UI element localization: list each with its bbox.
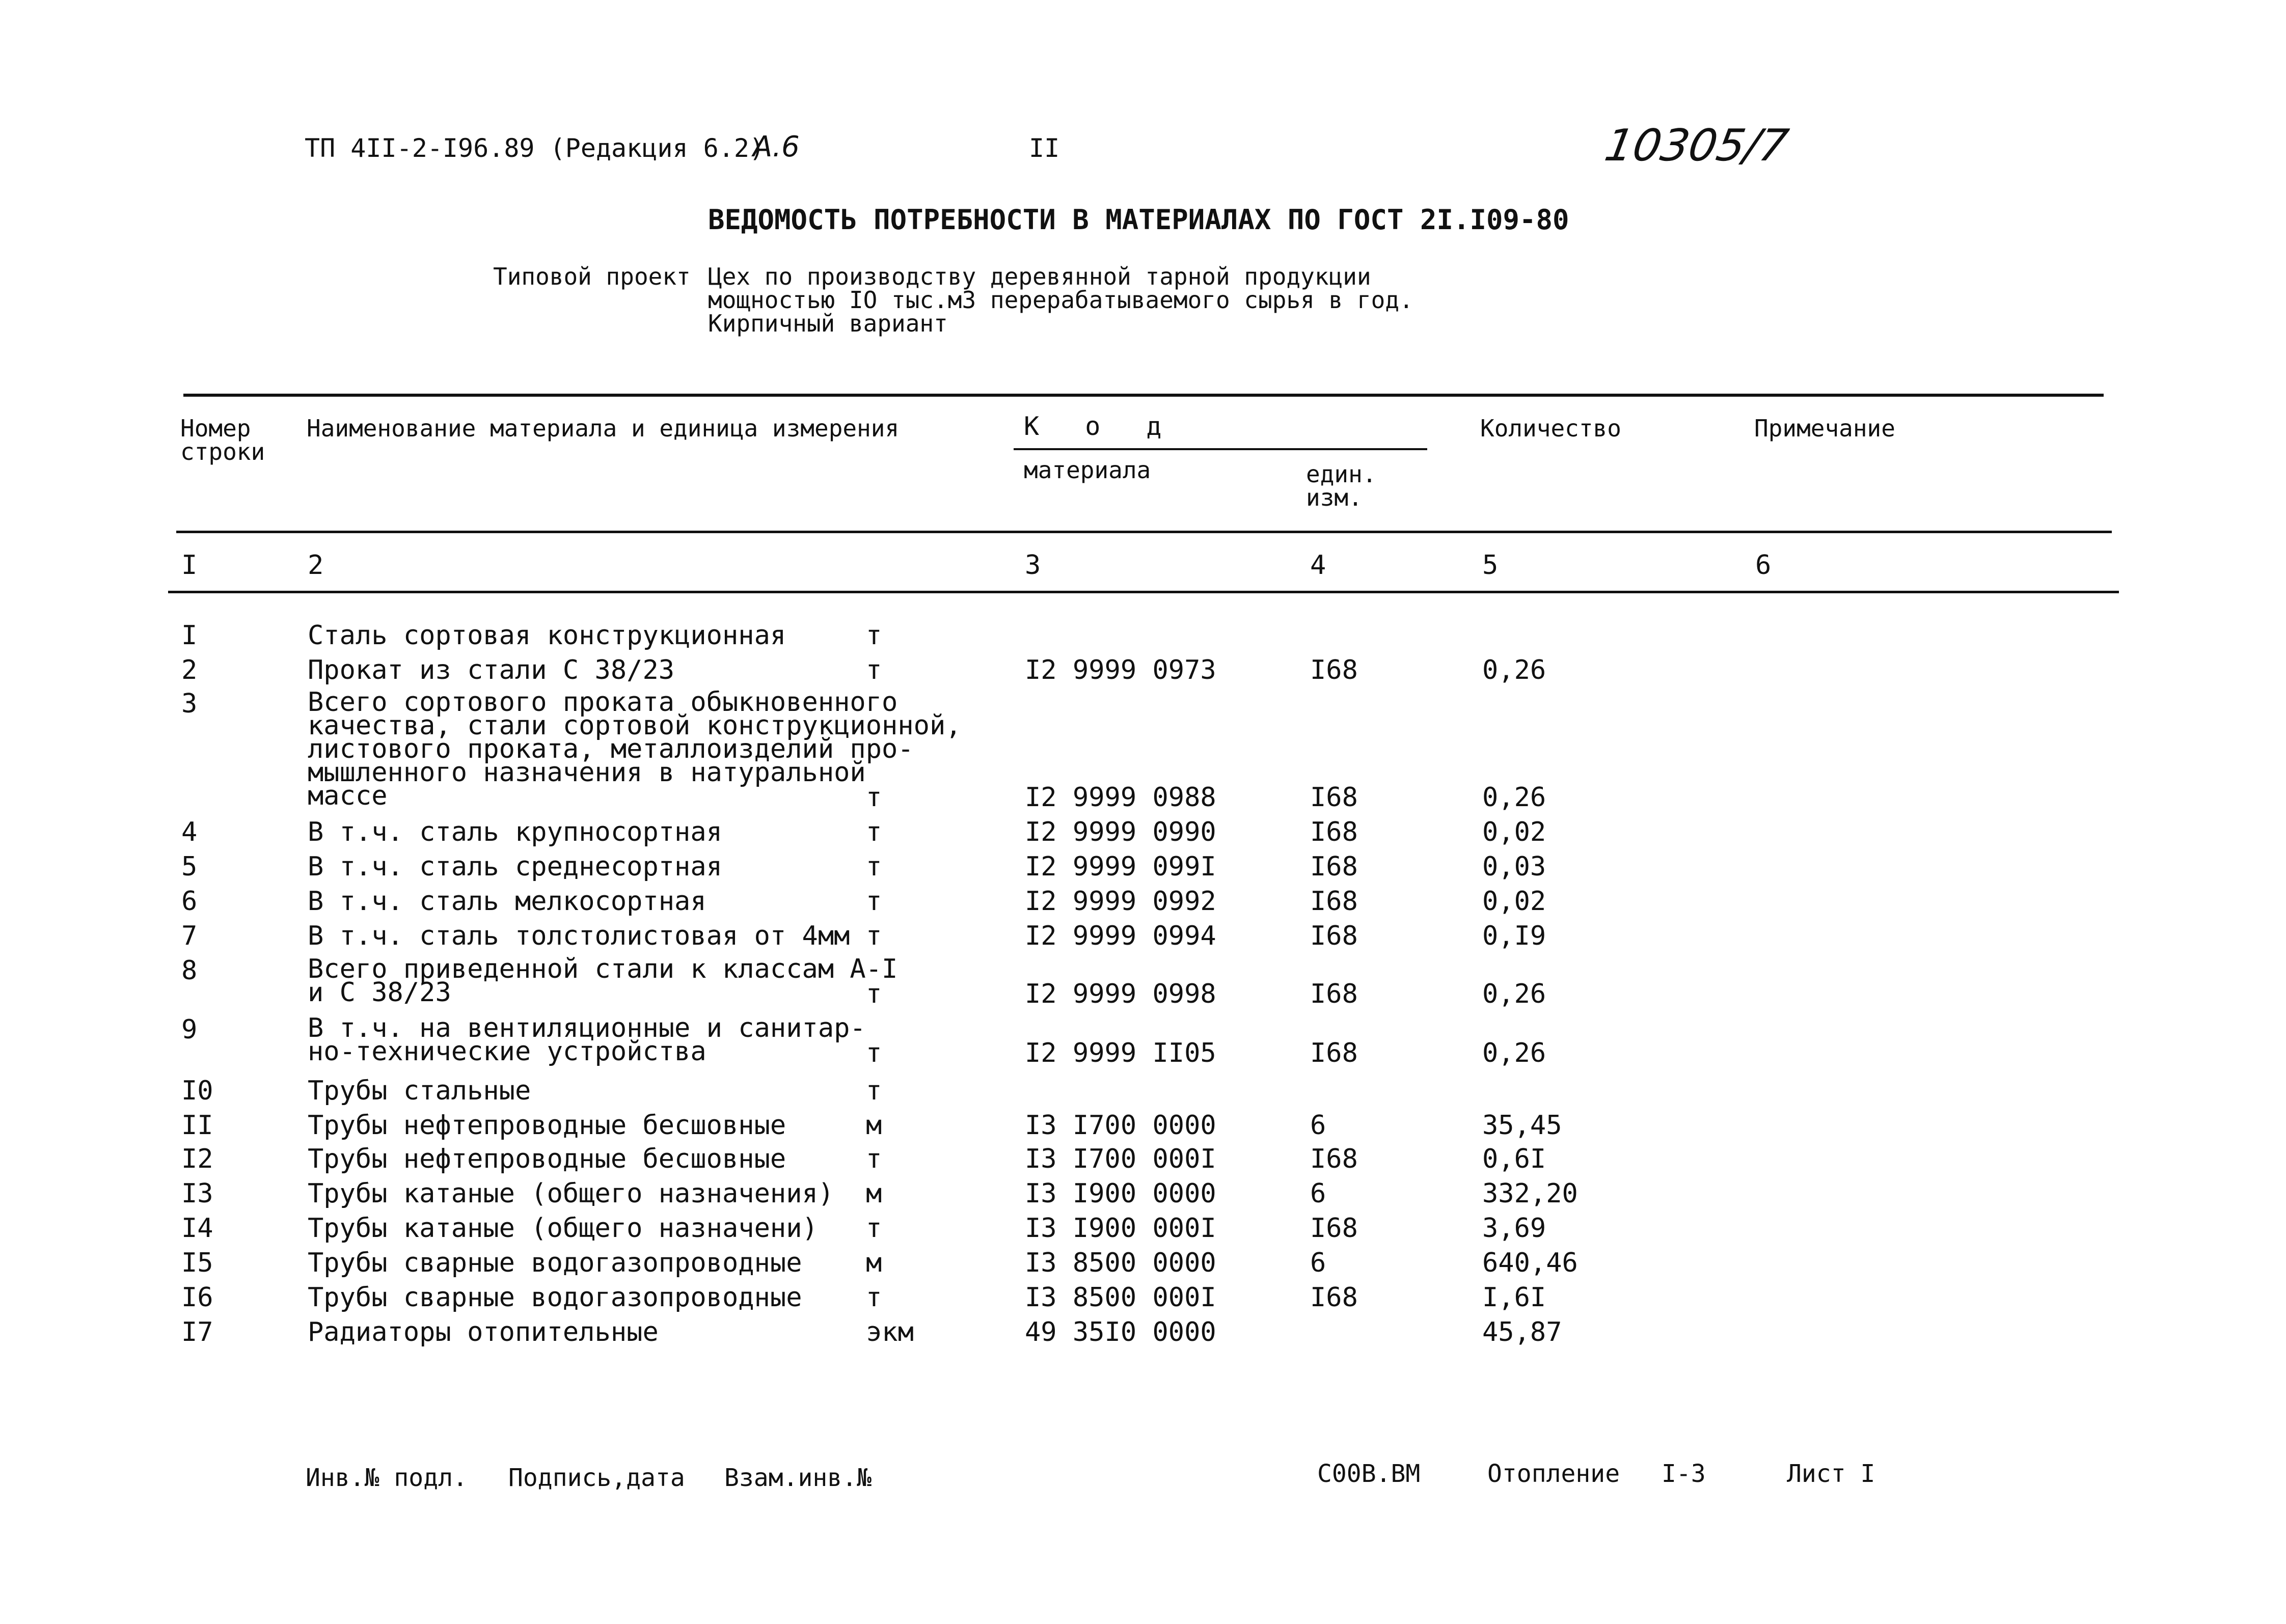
archive-stamp: 10305/7 (1601, 120, 1792, 171)
row-4-unit-code: I68 (1310, 817, 1358, 847)
header-row-number-1: Номер (180, 415, 251, 442)
row-5-unit-code: I68 (1310, 851, 1358, 882)
header-bottom-rule (176, 531, 2112, 533)
row-17-code: 49 35I0 0000 (1025, 1317, 1216, 1347)
row-3-name-line-4: мышленного назначения в натуральной (308, 757, 866, 788)
row-13-unit: м (866, 1178, 882, 1209)
row-14-name: Трубы катаные (общего назначени) (308, 1213, 818, 1244)
row-15-unit: м (866, 1248, 882, 1278)
row-11-number: II (181, 1110, 213, 1141)
row-2-number: 2 (181, 655, 198, 685)
row-17-number: I7 (181, 1317, 213, 1347)
row-12-number: I2 (181, 1144, 213, 1174)
row-5-name: В т.ч. сталь среднесортная (308, 851, 722, 882)
row-3-quantity: 0,26 (1482, 782, 1546, 813)
row-16-unit-code: I68 (1310, 1282, 1358, 1313)
row-11-unit-code: 6 (1310, 1110, 1326, 1141)
row-14-unit-code: I68 (1310, 1213, 1358, 1244)
row-17-name: Радиаторы отопительные (308, 1317, 659, 1347)
footer-section-number: I-3 (1662, 1460, 1706, 1488)
row-3-name-line-1: Всего сортового проката обыкновенного (308, 687, 898, 718)
footer-replacement-inventory: Взам.инв.№ (724, 1464, 872, 1492)
row-12-quantity: 0,6I (1482, 1144, 1546, 1174)
row-16-quantity: I,6I (1482, 1282, 1546, 1313)
row-2-unit: т (866, 655, 882, 685)
column-number-rule (168, 591, 2119, 593)
row-2-name: Прокат из стали С 38/23 (308, 655, 675, 685)
header-material-name: Наименование материала и единица измерения (307, 415, 900, 442)
row-6-quantity: 0,02 (1482, 886, 1546, 917)
row-4-number: 4 (181, 817, 198, 847)
row-13-name: Трубы катаные (общего назначения) (308, 1178, 834, 1209)
document-mark: А.6 (753, 130, 800, 163)
row-4-name: В т.ч. сталь крупносортная (308, 817, 722, 847)
row-11-code: I3 I700 0000 (1025, 1110, 1216, 1141)
row-3-name-line-3: листового проката, металлоизделий про- (308, 734, 914, 764)
row-9-number: 9 (181, 1014, 198, 1045)
page-number: II (1029, 133, 1060, 163)
row-1-unit: т (866, 620, 882, 651)
row-4-quantity: 0,02 (1482, 817, 1546, 847)
row-5-unit: т (866, 851, 882, 882)
row-13-quantity: 332,20 (1482, 1178, 1578, 1209)
row-13-code: I3 I900 0000 (1025, 1178, 1216, 1209)
code-group-rule (1014, 448, 1427, 450)
row-8-unit-code: I68 (1310, 979, 1358, 1009)
row-3-unit-code: I68 (1310, 782, 1358, 813)
column-number-2: 2 (308, 550, 324, 581)
row-6-unit: т (866, 886, 882, 917)
row-16-name: Трубы сварные водогазопроводные (308, 1282, 802, 1313)
row-12-name: Трубы нефтепроводные бесшовные (308, 1144, 786, 1174)
row-9-quantity: 0,26 (1482, 1038, 1546, 1068)
header-unit-2: изм. (1306, 484, 1363, 511)
row-9-unit-code: I68 (1310, 1038, 1358, 1068)
row-9-name-line-2: но-технические устройства (308, 1036, 706, 1067)
footer-document-id: С00В.ВМ (1317, 1460, 1421, 1488)
row-6-code: I2 9999 0992 (1025, 886, 1216, 917)
header-code: К о д (1024, 411, 1162, 441)
row-2-quantity: 0,26 (1482, 655, 1546, 685)
footer-inventory-number: Инв.№ подл. (306, 1464, 468, 1492)
row-5-number: 5 (181, 851, 198, 882)
row-1-name: Сталь сортовая конструкционная (308, 620, 786, 651)
row-10-unit: т (866, 1076, 882, 1106)
row-11-name: Трубы нефтепроводные бесшовные (308, 1110, 786, 1141)
footer-sheet: Лист I (1787, 1460, 1875, 1488)
row-7-name: В т.ч. сталь толстолистовая от 4мм (308, 921, 850, 951)
row-8-code: I2 9999 0998 (1025, 979, 1216, 1009)
row-14-unit: т (866, 1213, 882, 1244)
project-line-3: Кирпичный вариант (708, 310, 948, 337)
row-15-unit-code: 6 (1310, 1248, 1326, 1278)
table-top-rule (183, 394, 2104, 397)
footer-signature-date: Подпись,дата (508, 1464, 685, 1492)
document-title: ВЕДОМОСТЬ ПОТРЕБНОСТИ В МАТЕРИАЛАХ ПО ГОСТ 2I.I09-80 (708, 204, 1569, 236)
row-7-code: I2 9999 0994 (1025, 921, 1216, 951)
row-8-name-line-2: и С 38/23 (308, 977, 451, 1008)
row-1-number: I (181, 620, 198, 651)
row-3-unit: т (866, 782, 882, 813)
column-number-3: 3 (1025, 550, 1041, 581)
row-5-quantity: 0,03 (1482, 851, 1546, 882)
row-15-number: I5 (181, 1248, 213, 1278)
row-8-number: 8 (181, 955, 198, 986)
row-10-number: I0 (181, 1076, 213, 1106)
header-code-material: материала (1024, 456, 1151, 484)
header-note: Примечание (1754, 415, 1895, 442)
row-6-name: В т.ч. сталь мелкосортная (308, 886, 706, 917)
row-10-name: Трубы стальные (308, 1076, 531, 1106)
row-3-name-line-2: качества, стали сортовой конструкционной, (308, 710, 962, 741)
row-12-unit: т (866, 1144, 882, 1174)
row-7-unit: т (866, 921, 882, 951)
header-row-number-2: строки (180, 438, 265, 465)
row-9-unit: т (866, 1038, 882, 1068)
row-13-number: I3 (181, 1178, 213, 1209)
footer-section: Отопление (1487, 1460, 1620, 1488)
row-3-code: I2 9999 0988 (1025, 782, 1216, 813)
row-4-unit: т (866, 817, 882, 847)
row-17-quantity: 45,87 (1482, 1317, 1562, 1347)
row-7-number: 7 (181, 921, 198, 951)
row-15-code: I3 8500 0000 (1025, 1248, 1216, 1278)
row-14-number: I4 (181, 1213, 213, 1244)
row-6-number: 6 (181, 886, 198, 917)
row-4-code: I2 9999 0990 (1025, 817, 1216, 847)
row-8-unit: т (866, 979, 882, 1009)
row-7-quantity: 0,I9 (1482, 921, 1546, 951)
row-8-quantity: 0,26 (1482, 979, 1546, 1009)
row-12-unit-code: I68 (1310, 1144, 1358, 1174)
row-2-unit-code: I68 (1310, 655, 1358, 685)
document-code: ТП 4II-2-I96.89 (Редакция 6.2) (305, 133, 765, 163)
row-16-code: I3 8500 000I (1025, 1282, 1216, 1313)
row-11-quantity: 35,45 (1482, 1110, 1562, 1141)
row-15-quantity: 640,46 (1482, 1248, 1578, 1278)
row-12-code: I3 I700 000I (1025, 1144, 1216, 1174)
row-9-code: I2 9999 II05 (1025, 1038, 1216, 1068)
project-line-1: Цех по производству деревянной тарной продукции (708, 263, 1371, 290)
row-16-number: I6 (181, 1282, 213, 1313)
row-3-name-line-5: массе (308, 781, 388, 811)
column-number-5: 5 (1482, 550, 1499, 581)
project-label: Типовой проект (493, 263, 691, 290)
column-number-6: 6 (1755, 550, 1772, 581)
project-line-2: мощностью IO тыс.м3 перерабатываемого сырья в год. (708, 286, 1413, 314)
row-6-unit-code: I68 (1310, 886, 1358, 917)
header-unit-1: един. (1306, 460, 1377, 488)
row-15-name: Трубы сварные водогазопроводные (308, 1248, 802, 1278)
column-number-4: 4 (1310, 550, 1326, 581)
column-number-1: I (181, 550, 198, 581)
row-5-code: I2 9999 099I (1025, 851, 1216, 882)
row-3-number: 3 (181, 689, 198, 719)
row-14-code: I3 I900 000I (1025, 1213, 1216, 1244)
row-9-name-line-1: В т.ч. на вентиляционные и санитар- (308, 1013, 866, 1043)
row-13-unit-code: 6 (1310, 1178, 1326, 1209)
row-14-quantity: 3,69 (1482, 1213, 1546, 1244)
header-quantity: Количество (1480, 415, 1621, 442)
row-2-code: I2 9999 0973 (1025, 655, 1216, 685)
row-17-unit: экм (866, 1317, 914, 1347)
row-11-unit: м (866, 1110, 882, 1141)
row-8-name-line-1: Всего приведенной стали к классам А-I (308, 954, 898, 984)
row-7-unit-code: I68 (1310, 921, 1358, 951)
row-16-unit: т (866, 1282, 882, 1313)
